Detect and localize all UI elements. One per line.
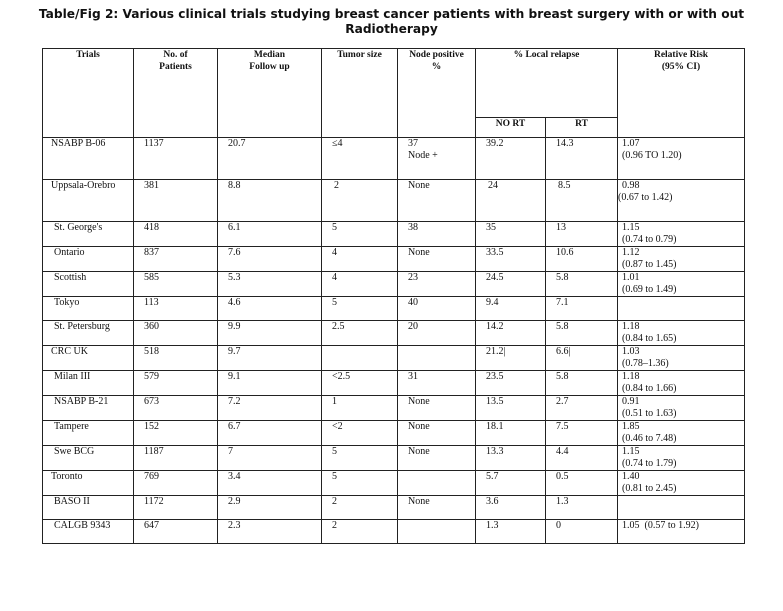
rt-cell: 5.8 xyxy=(546,371,618,396)
rt-cell: 6.6| xyxy=(546,346,618,371)
node-cell xyxy=(398,471,476,496)
table-row xyxy=(43,396,745,421)
trial-name: St. George's xyxy=(43,222,134,247)
relative-risk-cell: 1.40 (0.81 to 2.45) xyxy=(618,471,745,496)
trial-name: St. Petersburg xyxy=(43,321,134,346)
trial-name: Toronto xyxy=(43,471,134,496)
table-row xyxy=(43,138,745,180)
followup-cell: 3.4 xyxy=(218,471,322,496)
table-row xyxy=(43,371,745,396)
no-rt-cell: 23.5 xyxy=(476,371,546,396)
no-rt-cell: 14.2 xyxy=(476,321,546,346)
no-rt-cell: 21.2| xyxy=(476,346,546,371)
trial-name: NSABP B-21 xyxy=(43,396,134,421)
followup-cell: 9.1 xyxy=(218,371,322,396)
header-row xyxy=(43,49,745,118)
patients-cell: 418 xyxy=(134,222,218,247)
table-row xyxy=(43,346,745,371)
rt-cell: 2.7 xyxy=(546,396,618,421)
trial-name: Ontario xyxy=(43,247,134,272)
relative-risk-cell: 1.01 (0.69 to 1.49) xyxy=(618,272,745,297)
followup-cell: 7.2 xyxy=(218,396,322,421)
patients-cell: 579 xyxy=(134,371,218,396)
rt-cell: 5.8 xyxy=(546,321,618,346)
node-cell: 20 xyxy=(398,321,476,346)
node-cell: 40 xyxy=(398,297,476,321)
trial-name: Tokyo xyxy=(43,297,134,321)
relative-risk-cell: 1.12 (0.87 to 1.45) xyxy=(618,247,745,272)
node-cell: None xyxy=(398,247,476,272)
trial-name: Scottish xyxy=(43,272,134,297)
patients-cell: 1137 xyxy=(134,138,218,180)
followup-cell: 6.7 xyxy=(218,421,322,446)
rt-cell: 1.3 xyxy=(546,496,618,520)
table-row xyxy=(43,321,745,346)
no-rt-cell: 24 xyxy=(476,180,546,222)
node-cell: None xyxy=(398,396,476,421)
rt-cell: 13 xyxy=(546,222,618,247)
followup-cell: 2.9 xyxy=(218,496,322,520)
header-no-rt: NO RT xyxy=(476,118,546,138)
relative-risk-cell: 0.98 (0.67 to 1.42) xyxy=(618,180,745,222)
no-rt-cell: 39.2 xyxy=(476,138,546,180)
tumor-cell: 5 xyxy=(322,446,398,471)
tumor-cell: 4 xyxy=(322,247,398,272)
rt-cell: 7.1 xyxy=(546,297,618,321)
relative-risk-cell: 1.18 (0.84 to 1.65) xyxy=(618,321,745,346)
relative-risk-cell: 1.15 (0.74 to 1.79) xyxy=(618,446,745,471)
relative-risk-cell: 1.18 (0.84 to 1.66) xyxy=(618,371,745,396)
no-rt-cell: 35 xyxy=(476,222,546,247)
followup-cell: 6.1 xyxy=(218,222,322,247)
patients-cell: 585 xyxy=(134,272,218,297)
followup-cell: 8.8 xyxy=(218,180,322,222)
no-rt-cell: 1.3 xyxy=(476,520,546,544)
rt-cell: 7.5 xyxy=(546,421,618,446)
rt-cell: 14.3 xyxy=(546,138,618,180)
relative-risk-cell: 1.85 (0.46 to 7.48) xyxy=(618,421,745,446)
patients-cell: 1172 xyxy=(134,496,218,520)
header-local-relapse: % Local relapse xyxy=(476,49,618,118)
patients-cell: 1187 xyxy=(134,446,218,471)
relative-risk-cell: 1.15 (0.74 to 0.79) xyxy=(618,222,745,247)
header-trials: Trials xyxy=(43,49,134,138)
tumor-cell: 5 xyxy=(322,297,398,321)
rt-cell: 5.8 xyxy=(546,272,618,297)
followup-cell: 7.6 xyxy=(218,247,322,272)
patients-cell: 381 xyxy=(134,180,218,222)
table-row xyxy=(43,297,745,321)
no-rt-cell: 13.5 xyxy=(476,396,546,421)
followup-cell: 2.3 xyxy=(218,520,322,544)
no-rt-cell: 18.1 xyxy=(476,421,546,446)
followup-cell: 20.7 xyxy=(218,138,322,180)
tumor-cell: 2 xyxy=(322,180,398,222)
patients-cell: 152 xyxy=(134,421,218,446)
followup-cell: 7 xyxy=(218,446,322,471)
tumor-cell: 1 xyxy=(322,396,398,421)
no-rt-cell: 13.3 xyxy=(476,446,546,471)
relative-risk-cell: 1.05 (0.57 to 1.92) xyxy=(618,520,745,544)
table-row xyxy=(43,520,745,544)
node-cell: None xyxy=(398,446,476,471)
header-relative-risk: Relative Risk (95% CI) xyxy=(618,49,745,138)
tumor-cell: 2.5 xyxy=(322,321,398,346)
tumor-cell: 2 xyxy=(322,496,398,520)
node-cell xyxy=(398,346,476,371)
followup-cell: 9.9 xyxy=(218,321,322,346)
rt-cell: 0.5 xyxy=(546,471,618,496)
tumor-cell: 5 xyxy=(322,222,398,247)
tumor-cell xyxy=(322,346,398,371)
tumor-cell: 5 xyxy=(322,471,398,496)
header-followup: Median Follow up xyxy=(218,49,322,138)
patients-cell: 837 xyxy=(134,247,218,272)
trial-name: CRC UK xyxy=(43,346,134,371)
table-row xyxy=(43,180,745,222)
node-cell: 23 xyxy=(398,272,476,297)
trial-name: Swe BCG xyxy=(43,446,134,471)
trial-name: BASO II xyxy=(43,496,134,520)
rt-cell: 10.6 xyxy=(546,247,618,272)
no-rt-cell: 33.5 xyxy=(476,247,546,272)
relative-risk-cell xyxy=(618,297,745,321)
figure-title: Table/Fig 2: Various clinical trials studying breast cancer patients with breast surgery with or with out Radiotherapy xyxy=(38,7,745,36)
relative-risk-cell: 1.07 (0.96 TO 1.20) xyxy=(618,138,745,180)
trial-name: NSABP B-06 xyxy=(43,138,134,180)
node-cell: 38 xyxy=(398,222,476,247)
node-cell: 31 xyxy=(398,371,476,396)
node-cell: None xyxy=(398,421,476,446)
relative-risk-cell: 1.03 (0.78–1.36) xyxy=(618,346,745,371)
patients-cell: 769 xyxy=(134,471,218,496)
header-tumor-size: Tumor size xyxy=(322,49,398,138)
followup-cell: 9.7 xyxy=(218,346,322,371)
trial-name: Milan III xyxy=(43,371,134,396)
tumor-cell: <2.5 xyxy=(322,371,398,396)
node-cell: None xyxy=(398,496,476,520)
table-row xyxy=(43,272,745,297)
header-node-positive: Node positive % xyxy=(398,49,476,138)
trial-name: Uppsala-Orebro xyxy=(43,180,134,222)
tumor-cell: 4 xyxy=(322,272,398,297)
table-row xyxy=(43,471,745,496)
relative-risk-cell: 0.91 (0.51 to 1.63) xyxy=(618,396,745,421)
node-cell: None xyxy=(398,180,476,222)
no-rt-cell: 24.5 xyxy=(476,272,546,297)
table-row xyxy=(43,446,745,471)
rt-cell: 8.5 xyxy=(546,180,618,222)
patients-cell: 518 xyxy=(134,346,218,371)
patients-cell: 360 xyxy=(134,321,218,346)
node-cell: 37 Node + xyxy=(398,138,476,180)
rt-cell: 4.4 xyxy=(546,446,618,471)
no-rt-cell: 5.7 xyxy=(476,471,546,496)
patients-cell: 113 xyxy=(134,297,218,321)
table-row xyxy=(43,496,745,520)
table-row xyxy=(43,247,745,272)
followup-cell: 5.3 xyxy=(218,272,322,297)
table-row xyxy=(43,421,745,446)
header-rt: RT xyxy=(546,118,618,138)
patients-cell: 647 xyxy=(134,520,218,544)
patients-cell: 673 xyxy=(134,396,218,421)
clinical-trials-table xyxy=(42,48,745,544)
header-patients: No. of Patients xyxy=(134,49,218,138)
tumor-cell: <2 xyxy=(322,421,398,446)
tumor-cell: 2 xyxy=(322,520,398,544)
followup-cell: 4.6 xyxy=(218,297,322,321)
trial-name: CALGB 9343 xyxy=(43,520,134,544)
no-rt-cell: 3.6 xyxy=(476,496,546,520)
rt-cell: 0 xyxy=(546,520,618,544)
table-row xyxy=(43,222,745,247)
node-cell xyxy=(398,520,476,544)
tumor-cell: ≤4 xyxy=(322,138,398,180)
relative-risk-cell xyxy=(618,496,745,520)
trial-name: Tampere xyxy=(43,421,134,446)
no-rt-cell: 9.4 xyxy=(476,297,546,321)
